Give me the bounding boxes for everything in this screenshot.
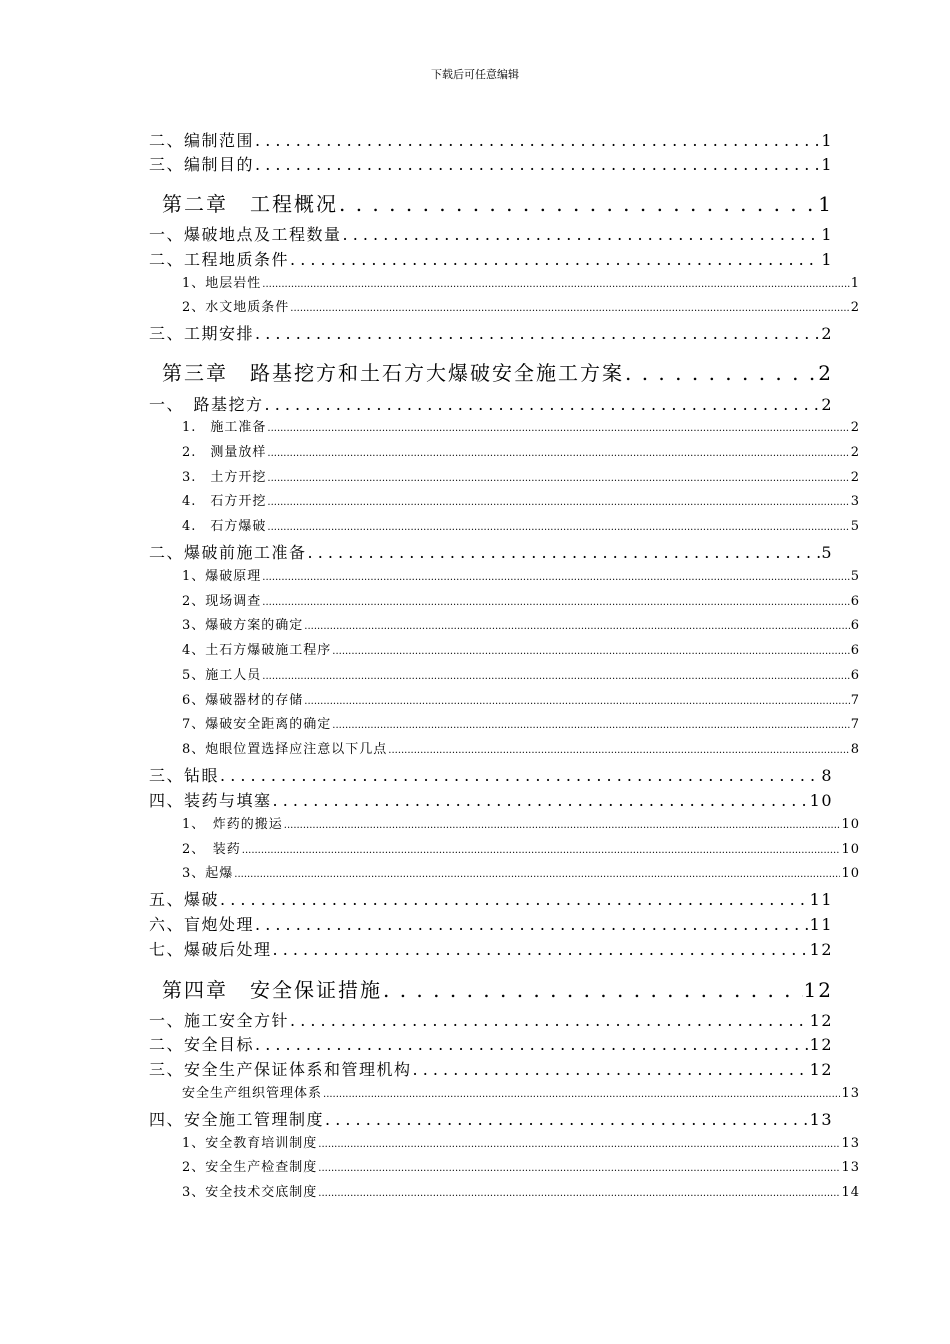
toc-entry[interactable] xyxy=(182,1181,860,1200)
toc-entry-page-number: 2 xyxy=(850,420,860,435)
toc-entry[interactable] xyxy=(182,1082,860,1101)
toc-entry-page-number: 1 xyxy=(821,250,833,269)
toc-entry-title: 1、 炸药的搬运 xyxy=(182,817,283,832)
toc-entry[interactable] xyxy=(149,247,833,270)
toc-entry-page-number: 2 xyxy=(821,395,833,414)
toc-entry-page-number: 1 xyxy=(818,192,833,216)
toc-entry[interactable] xyxy=(149,912,833,935)
toc-entry-page-number: 1 xyxy=(821,131,833,150)
toc-entry[interactable] xyxy=(182,590,860,609)
toc-entry-page-number: 8 xyxy=(821,766,833,785)
toc-entry-page-number: 13 xyxy=(809,1110,833,1129)
toc-dot-leader xyxy=(290,250,820,269)
toc-dot-leader xyxy=(267,445,849,460)
toc-entry-title: 第二章 工程概况 xyxy=(162,192,338,216)
toc-entry-page-number: 6 xyxy=(850,618,860,633)
toc-entry-page-number: 7 xyxy=(850,717,860,732)
toc-entry-title: 6、爆破器材的存储 xyxy=(182,693,304,708)
toc-dot-leader xyxy=(234,866,840,881)
toc-dot-leader xyxy=(304,693,849,708)
toc-entry-title: 第四章 安全保证措施 xyxy=(162,978,382,1002)
toc-dot-leader xyxy=(255,155,820,174)
toc-entry-title: 1. 施工准备 xyxy=(182,420,267,435)
toc-entry-page-number: 11 xyxy=(809,915,833,934)
toc-entry-title: 7、爆破安全距离的确定 xyxy=(182,717,332,732)
toc-entry-page-number: 13 xyxy=(841,1086,860,1101)
toc-entry-page-number: 12 xyxy=(809,1060,833,1079)
toc-entry[interactable] xyxy=(149,887,833,910)
toc-entry-title: 第三章 路基挖方和土石方大爆破安全施工方案 xyxy=(162,361,624,385)
toc-entry[interactable] xyxy=(182,713,860,732)
toc-entry-title: 二、爆破前施工准备 xyxy=(149,543,307,562)
toc-entry-page-number: 12 xyxy=(809,1035,833,1054)
toc-entry[interactable] xyxy=(182,862,860,881)
toc-entry-page-number: 2 xyxy=(850,300,860,315)
toc-dot-leader xyxy=(220,890,809,909)
toc-dot-leader xyxy=(318,1185,840,1200)
toc-entry[interactable] xyxy=(149,540,833,563)
page-header: 下载后可任意编辑 xyxy=(431,68,519,81)
toc-dot-leader xyxy=(343,225,821,244)
toc-entry[interactable] xyxy=(182,515,860,534)
toc-dot-leader xyxy=(383,978,803,1002)
toc-entry-title: 一、 路基挖方 xyxy=(149,395,264,414)
toc-entry-page-number: 12 xyxy=(809,1011,833,1030)
toc-dot-leader xyxy=(267,470,849,485)
toc-entry-title: 二、工程地质条件 xyxy=(149,250,290,269)
toc-dot-leader xyxy=(255,324,820,343)
toc-entry-page-number: 11 xyxy=(809,890,833,909)
toc-dot-leader xyxy=(220,766,820,785)
toc-entry-title: 1、地层岩性 xyxy=(182,276,262,291)
toc-entry-title: 2、现场调查 xyxy=(182,594,262,609)
toc-entry[interactable] xyxy=(182,1156,860,1175)
toc-entry[interactable] xyxy=(149,152,833,175)
toc-entry[interactable] xyxy=(149,222,833,245)
toc-entry-page-number: 3 xyxy=(850,494,860,509)
toc-entry-title: 二、编制范围 xyxy=(149,131,255,150)
toc-entry-title: 三、钻眼 xyxy=(149,766,220,785)
toc-entry-page-number: 5 xyxy=(821,543,833,562)
toc-entry-title: 3、安全技术交底制度 xyxy=(182,1185,318,1200)
toc-dot-leader xyxy=(284,817,841,832)
toc-entry[interactable] xyxy=(182,466,860,485)
toc-dot-leader xyxy=(332,643,849,658)
toc-entry[interactable] xyxy=(162,974,833,1003)
toc-entry[interactable] xyxy=(182,296,860,315)
toc-dot-leader xyxy=(413,1060,809,1079)
toc-dot-leader xyxy=(262,594,849,609)
toc-entry-title: 安全生产组织管理体系 xyxy=(182,1086,323,1101)
toc-dot-leader xyxy=(267,494,849,509)
toc-entry-title: 2、安全生产检查制度 xyxy=(182,1160,318,1175)
toc-entry-page-number: 13 xyxy=(841,1160,860,1175)
toc-entry[interactable] xyxy=(149,1008,833,1031)
toc-entry-page-number: 12 xyxy=(809,940,833,959)
toc-entry-page-number: 2 xyxy=(818,361,833,385)
toc-dot-leader xyxy=(339,192,817,216)
toc-entry[interactable] xyxy=(162,357,833,386)
toc-dot-leader xyxy=(273,940,809,959)
toc-entry-title: 1、安全教育培训制度 xyxy=(182,1136,318,1151)
toc-entry[interactable] xyxy=(182,639,860,658)
toc-entry[interactable] xyxy=(182,664,860,683)
toc-entry-title: 二、安全目标 xyxy=(149,1035,255,1054)
toc-entry[interactable] xyxy=(182,689,860,708)
toc-entry-title: 5、施工人员 xyxy=(182,668,262,683)
toc-entry[interactable] xyxy=(149,128,833,151)
toc-entry-title: 六、盲炮处理 xyxy=(149,915,255,934)
toc-dot-leader xyxy=(388,742,849,757)
toc-entry-page-number: 10 xyxy=(841,817,860,832)
toc-entry[interactable] xyxy=(182,441,860,460)
toc-dot-leader xyxy=(318,1160,840,1175)
toc-entry-page-number: 13 xyxy=(841,1136,860,1151)
toc-entry-page-number: 7 xyxy=(850,693,860,708)
toc-entry[interactable] xyxy=(182,738,860,757)
toc-entry-title: 三、编制目的 xyxy=(149,155,255,174)
toc-entry-title: 3. 土方开挖 xyxy=(182,470,267,485)
toc-entry[interactable] xyxy=(182,416,860,435)
toc-entry-page-number: 2 xyxy=(850,470,860,485)
toc-entry-page-number: 2 xyxy=(821,324,833,343)
toc-dot-leader xyxy=(265,395,821,414)
toc-entry-title: 4. 石方爆破 xyxy=(182,519,267,534)
toc-entry-title: 五、爆破 xyxy=(149,890,220,909)
toc-entry-page-number: 6 xyxy=(850,643,860,658)
toc-dot-leader xyxy=(262,569,849,584)
toc-entry-title: 4. 石方开挖 xyxy=(182,494,267,509)
toc-entry-title: 1、爆破原理 xyxy=(182,569,262,584)
toc-dot-leader xyxy=(290,300,849,315)
toc-entry[interactable] xyxy=(162,188,833,217)
toc-dot-leader xyxy=(325,1110,809,1129)
toc-dot-leader xyxy=(255,915,809,934)
toc-entry-title: 三、安全生产保证体系和管理机构 xyxy=(149,1060,412,1079)
toc-entry-title: 2. 测量放样 xyxy=(182,445,267,460)
toc-dot-leader xyxy=(242,842,841,857)
toc-entry-page-number: 6 xyxy=(850,668,860,683)
toc-entry[interactable] xyxy=(149,937,833,960)
toc-entry[interactable] xyxy=(182,1132,860,1151)
toc-dot-leader xyxy=(262,668,849,683)
toc-entry-title: 一、施工安全方针 xyxy=(149,1011,290,1030)
toc-dot-leader xyxy=(267,519,849,534)
toc-entry-page-number: 10 xyxy=(809,791,833,810)
toc-entry[interactable] xyxy=(149,1032,833,1055)
toc-dot-leader xyxy=(332,717,849,732)
toc-entry[interactable] xyxy=(149,788,833,811)
toc-dot-leader xyxy=(262,276,849,291)
toc-entry-title: 8、炮眼位置选择应注意以下几点 xyxy=(182,742,388,757)
toc-entry-title: 3、起爆 xyxy=(182,866,234,881)
toc-entry-title: 一、爆破地点及工程数量 xyxy=(149,225,342,244)
toc-dot-leader xyxy=(625,361,817,385)
toc-entry-page-number: 14 xyxy=(841,1185,860,1200)
toc-entry-title: 4、土石方爆破施工程序 xyxy=(182,643,332,658)
toc-dot-leader xyxy=(255,131,820,150)
toc-entry-title: 2、水文地质条件 xyxy=(182,300,290,315)
toc-entry-page-number: 5 xyxy=(850,569,860,584)
toc-entry-page-number: 6 xyxy=(850,594,860,609)
toc-entry-page-number: 10 xyxy=(841,866,860,881)
toc-entry-page-number: 1 xyxy=(821,155,833,174)
toc-dot-leader xyxy=(323,1086,840,1101)
toc-entry[interactable] xyxy=(149,392,833,415)
toc-entry-page-number: 2 xyxy=(850,445,860,460)
toc-entry[interactable] xyxy=(149,321,833,344)
toc-entry-title: 三、工期安排 xyxy=(149,324,255,343)
toc-dot-leader xyxy=(255,1035,809,1054)
toc-entry-page-number: 10 xyxy=(841,842,860,857)
toc-entry-title: 七、爆破后处理 xyxy=(149,940,272,959)
toc-dot-leader xyxy=(290,1011,809,1030)
toc-entry[interactable] xyxy=(149,1057,833,1080)
toc-entry[interactable] xyxy=(182,813,860,832)
toc-entry[interactable] xyxy=(182,490,860,509)
toc-entry-page-number: 1 xyxy=(821,225,833,244)
toc-entry[interactable] xyxy=(182,614,860,633)
toc-entry[interactable] xyxy=(149,763,833,786)
toc-entry-title: 四、装药与填塞 xyxy=(149,791,272,810)
toc-entry-page-number: 12 xyxy=(803,978,833,1002)
toc-entry-page-number: 5 xyxy=(850,519,860,534)
toc-dot-leader xyxy=(304,618,849,633)
toc-entry-page-number: 1 xyxy=(850,276,860,291)
toc-dot-leader xyxy=(318,1136,840,1151)
toc-entry[interactable] xyxy=(182,838,860,857)
toc-dot-leader xyxy=(273,791,809,810)
toc-entry[interactable] xyxy=(182,565,860,584)
toc-entry-title: 四、安全施工管理制度 xyxy=(149,1110,325,1129)
toc-dot-leader xyxy=(267,420,849,435)
toc-entry[interactable] xyxy=(149,1107,833,1130)
toc-dot-leader xyxy=(308,543,821,562)
toc-entry-title: 2、 装药 xyxy=(182,842,241,857)
toc-entry-title: 3、爆破方案的确定 xyxy=(182,618,304,633)
toc-entry[interactable] xyxy=(182,272,860,291)
toc-entry-page-number: 8 xyxy=(850,742,860,757)
